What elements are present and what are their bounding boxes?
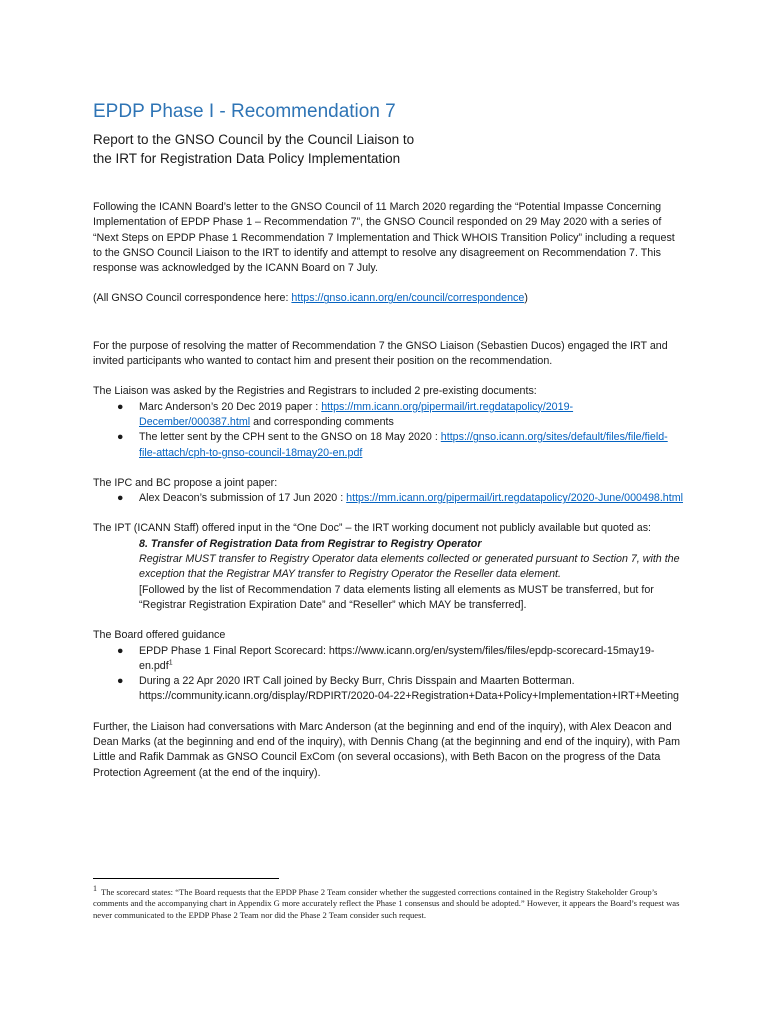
doc2-link[interactable]: https://gnso.icann.org/sites/default/files/file/field-file-attach/cph-to-gnso-council-18may20-en.pdf [139, 431, 668, 459]
list-item [93, 491, 683, 506]
doc3-prefix: Alex Deacon’s submission of 17 Jun 2020 : [139, 492, 347, 505]
one-doc-quote [93, 537, 683, 613]
subtitle-line-2: the IRT for Registration Data Policy Implementation [93, 151, 401, 166]
correspondence-paragraph [93, 291, 683, 306]
correspondence-suffix: ) [524, 292, 528, 305]
quote-note: [Followed by the list of Recommendation 7 data elements listing all elements as MUST be transferred, but for “Registrar Registration Expiration Date” and “Reseller” which MAY be transferred]. [139, 583, 654, 611]
list-item [93, 644, 683, 675]
bullet-icon: ● [117, 400, 124, 413]
footnote [93, 884, 683, 921]
purpose-paragraph: For the purpose of resolving the matter of Recommendation 7 the GNSO Liaison (Sebastien Ducos) engaged the IRT and invited participants who wanted to contact him and present their position on the recommendation. [93, 339, 668, 368]
correspondence-link[interactable]: https://gnso.icann.org/en/council/correspondence [291, 292, 525, 305]
quote-body: Registrar MUST transfer to Registry Operator data elements collected or generated pursuant to Section 7, with the exception that the Registrar MAY transfer to Registry Operator the Reseller data element. [139, 553, 680, 581]
guidance2-text: During a 22 Apr 2020 IRT Call joined by Becky Burr, Chris Disspain and Maarten Botterman. https://community.icann.org/display/RDPIRT/2020-04-22+Registration+Data+Policy+Implementation+IRT+Meeting [139, 675, 679, 703]
doc1-suffix: and corresponding comments [250, 415, 394, 428]
quote-title: 8. Transfer of Registration Data from Registrar to Registry Operator [139, 537, 482, 550]
footnote-mark: 1 [93, 884, 97, 894]
list-item [93, 674, 683, 705]
document-title: EPDP Phase I - Recommendation 7 [93, 101, 396, 122]
further-paragraph: Further, the Liaison had conversations with Marc Anderson (at the beginning and end of the inquiry), with Alex Deacon and Dean Marks (at the beginning and end of the inquiry), with Dennis Chang (at the beginning and end of the inquiry), with Pam Little and Rafik Dammak as GNSO Council ExCom (on several occasions), with Beth Bacon on the progress of the Data Protection Agreement (at the end of the inquiry). [93, 720, 680, 779]
bullet-icon: ● [117, 431, 124, 444]
footnote-divider [93, 878, 279, 879]
correspondence-prefix: (All GNSO Council correspondence here: [93, 292, 292, 305]
doc3-link[interactable]: https://mm.icann.org/pipermail/irt.regdatapolicy/2020-June/000498.html [346, 492, 683, 505]
ipc-bc-paragraph: The IPC and BC propose a joint paper: [93, 476, 278, 489]
doc1-prefix: Marc Anderson’s 20 Dec 2019 paper : [139, 400, 322, 413]
footnote-text: The scorecard states: “The Board requests that the EPDP Phase 2 Team consider whether the suggested corrections contained in the Registry Stakeholder Group’s comments and the accompanying chart in Appendix G more accurately reflect the Phase 1 consensus and should be adopted.” However, it appears the Board’s request was never communicated to the EPDP Phase 2 Team nor did the Phase 2 Team consider such request. [93, 887, 680, 920]
intro-paragraph: Following the ICANN Board’s letter to the GNSO Council of 11 March 2020 regarding the “Potential Impasse Concerning Implementation of EPDP Phase 1 – Recommendation 7”, the GNSO Council responded on 29 May 2020 with a series of “Next Steps on EPDP Phase 1 Recommendation 7 Implementation and Thick WHOIS Transition Policy” including a request to the GNSO Council Liaison to the IRT to identify and attempt to resolve any disagreement on Recommendation 7. This response was acknowledged by the ICANN Board on 7 July. [93, 201, 675, 275]
footnote-ref[interactable]: 1 [168, 659, 173, 667]
document-subtitle [93, 130, 683, 168]
doc2-prefix: The letter sent by the CPH sent to the GNSO on 18 May 2020 : [139, 431, 441, 444]
liaison-asked-paragraph: The Liaison was asked by the Registries and Registrars to included 2 pre-existing documents: [93, 385, 537, 398]
board-guidance-heading: The Board offered guidance [93, 629, 226, 642]
bullet-icon: ● [117, 644, 124, 657]
board-guidance-list [93, 644, 683, 705]
list-item [93, 430, 683, 461]
doc1-link[interactable]: https://mm.icann.org/pipermail/irt.regdatapolicy/2019-December/000387.html [139, 400, 574, 428]
joint-paper-list [93, 491, 683, 506]
list-item [93, 400, 683, 431]
ipt-paragraph: The IPT (ICANN Staff) offered input in the “One Doc” – the IRT working document not publicly available but quoted as: [93, 522, 652, 535]
pre-existing-docs-list [93, 400, 683, 461]
bullet-icon: ● [117, 492, 124, 505]
subtitle-line-1: Report to the GNSO Council by the Council Liaison to [93, 132, 415, 147]
bullet-icon: ● [117, 675, 124, 688]
document-page [93, 100, 683, 781]
guidance1-text: EPDP Phase 1 Final Report Scorecard: https://www.icann.org/en/system/files/files/epdp-scorecard-15may19-en.pdf [139, 644, 655, 672]
